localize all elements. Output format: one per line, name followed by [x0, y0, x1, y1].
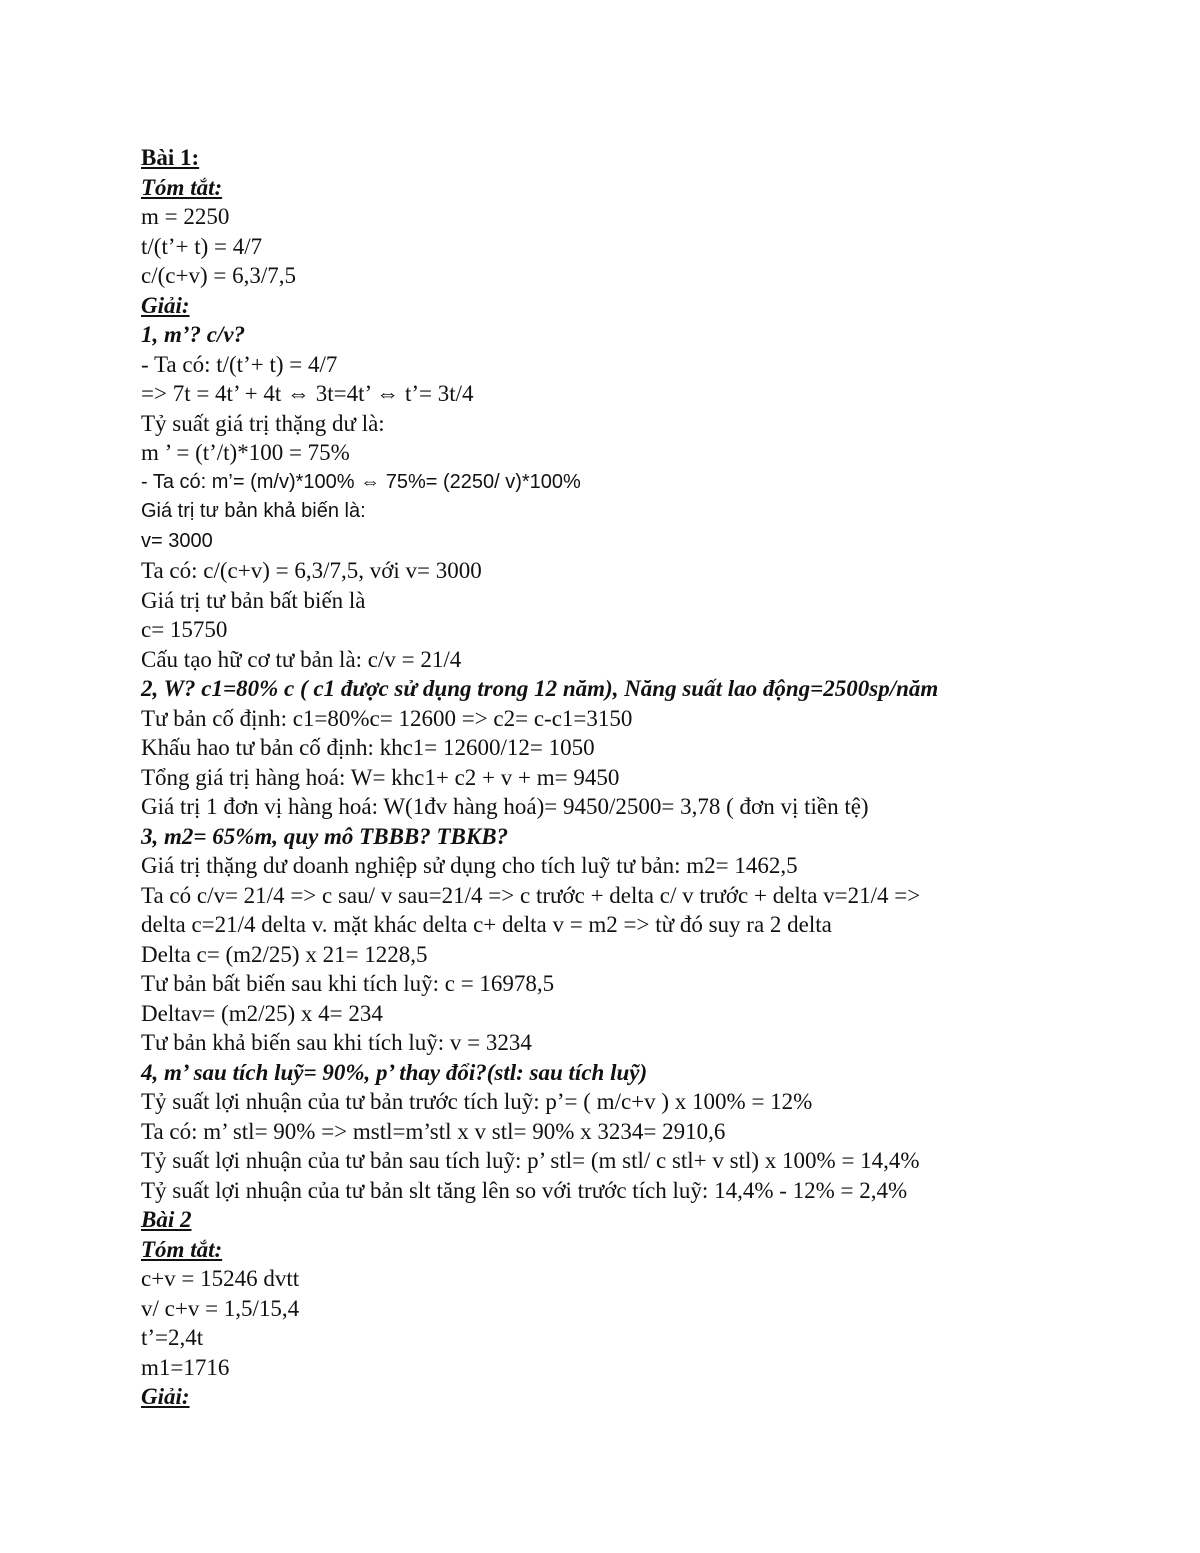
text-line: Tư bản cố định: c1=80%c= 12600 => c2= c-c1=3150: [141, 705, 633, 731]
text-line: Giá trị thặng dư doanh nghiệp sử dụng cho tích luỹ tư bản: m2= 1462,5: [141, 853, 798, 878]
text-line: Delta c= (m2/25) x 21= 1228,5: [141, 941, 428, 967]
text-line: Tổng giá trị hàng hoá: W= khc1+ c2 + v + m= 9450: [141, 764, 620, 790]
text-line: Tỷ suất lợi nhuận của tư bản sau tích luỹ: p’ stl= (m stl/ c stl+ v stl) x 100% = 14,4%: [141, 1148, 920, 1173]
underlined-heading-text: Giải:: [141, 1384, 190, 1409]
text-line: Ta có c/v= 21/4 => c sau/ v sau=21/4 => c trước + delta c/ v trước + delta v=21/4 =>: [141, 882, 921, 908]
text-line: [141, 173, 1151, 203]
text-line: Tỷ suất lợi nhuận của tư bản slt tăng lên so với trước tích luỹ: 14,4% - 12% = 2,4%: [141, 1177, 908, 1203]
text-line: Tỷ suất lợi nhuận của tư bản trước tích luỹ: p’= ( m/c+v ) x 100% = 12%: [141, 1089, 813, 1114]
text-line: t’=2,4t: [141, 1325, 204, 1350]
text-line: [141, 1235, 1151, 1265]
text-line: m1=1716: [141, 1354, 230, 1380]
text-line: Cấu tạo hữ cơ tư bản là: c/v = 21/4: [141, 646, 462, 672]
text-line: v/ c+v = 1,5/15,4: [141, 1295, 300, 1321]
text-line: Deltav= (m2/25) x 4= 234: [141, 1000, 383, 1026]
text-line: 3, m2= 65%m, quy mô TBBB? TBKB?: [141, 823, 509, 849]
text-line: [141, 143, 1151, 173]
text-line: 4, m’ sau tích luỹ= 90%, p’ thay đổi?(stl: sau tích luỹ): [141, 1059, 648, 1085]
underlined-heading-text: Giải:: [141, 292, 190, 318]
text-line: => 7t = 4t’ + 4t ⇔ 3t=4t’ ⇔ t’= 3t/4: [141, 381, 474, 406]
text-line: - Ta có: t/(t’+ t) = 4/7: [141, 351, 338, 377]
text-line: [141, 1205, 1151, 1235]
text-line: Tư bản bất biến sau khi tích luỹ: c = 16978,5: [141, 971, 555, 996]
text-line: Ta có: m’ stl= 90% => mstl=m’stl x v stl= 90% x 3234= 2910,6: [141, 1118, 726, 1144]
text-line: v= 3000: [141, 529, 213, 552]
underlined-heading-text: Tóm tắt:: [141, 1236, 223, 1262]
underlined-heading-text: Bài 1:: [141, 145, 200, 170]
text-line: c/(c+v) = 6,3/7,5: [141, 263, 296, 288]
text-line: [141, 291, 1151, 321]
text-line: 2, W? c1=80% c ( c1 được sử dụng trong 12 năm), Năng suất lao động=2500sp/năm: [141, 676, 939, 701]
text-line: Tư bản khả biến sau khi tích luỹ: v = 3234: [141, 1030, 532, 1055]
text-line: c= 15750: [141, 617, 228, 642]
text-line: [141, 1382, 1151, 1412]
text-line: 1, m’? c/v?: [141, 322, 246, 347]
text-line: Tỷ suất giá trị thặng dư là:: [141, 410, 385, 436]
text-line: delta c=21/4 delta v. mặt khác delta c+ delta v = m2 => từ đó suy ra 2 delta: [141, 912, 832, 937]
text-line: - Ta có: m’= (m/v)*100% ⇔ 75%= (2250/ v)*100%: [141, 470, 581, 493]
underlined-heading-text: Bài 2: [141, 1207, 192, 1232]
text-line: t/(t’+ t) = 4/7: [141, 233, 263, 259]
text-line: Giá trị 1 đơn vị hàng hoá: W(1đv hàng hoá)= 9450/2500= 3,78 ( đơn vị tiền tệ): [141, 794, 869, 819]
text-line: c+v = 15246 dvtt: [141, 1266, 300, 1291]
document-body: [141, 143, 1151, 1412]
text-line: Giá trị tư bản khả biến là:: [141, 500, 366, 522]
text-line: m = 2250: [141, 204, 230, 229]
text-line: Ta có: c/(c+v) = 6,3/7,5, với v= 3000: [141, 558, 482, 583]
text-line: m ’ = (t’/t)*100 = 75%: [141, 440, 350, 465]
text-line: Giá trị tư bản bất biến là: [141, 587, 366, 613]
underlined-heading-text: Tóm tắt:: [141, 174, 223, 200]
text-line: Khấu hao tư bản cố định: khc1= 12600/12= 1050: [141, 735, 595, 760]
